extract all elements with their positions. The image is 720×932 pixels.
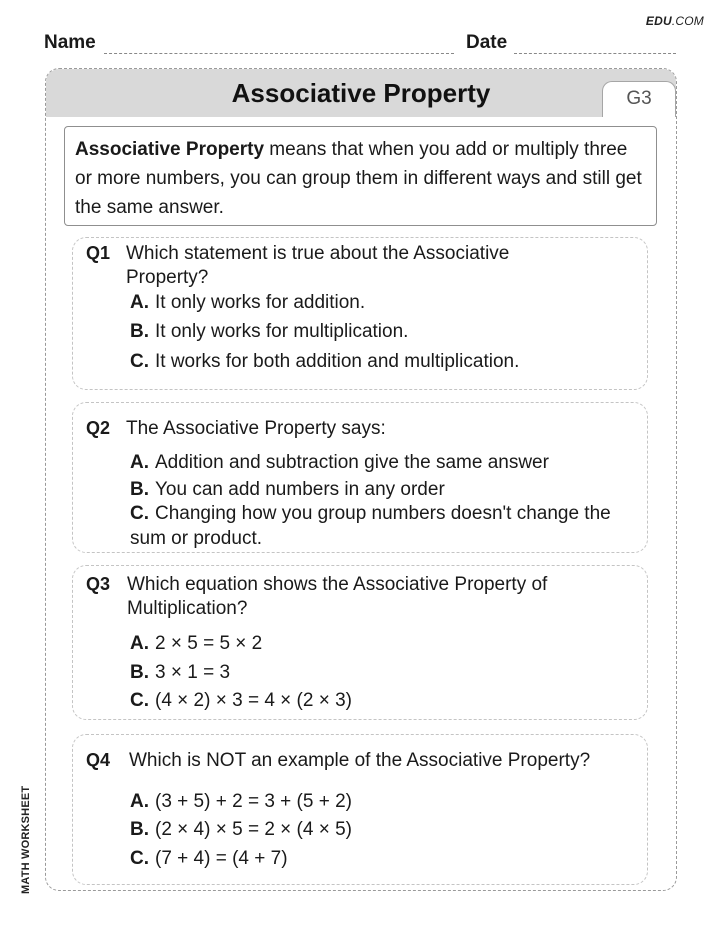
option-c[interactable]: C. (4 × 2) × 3 = 4 × (2 × 3) — [130, 690, 352, 711]
option-c[interactable]: C. Changing how you group numbers doesn't change the sum or product. — [130, 503, 611, 549]
date-label: Date — [466, 32, 508, 53]
question-1-box — [72, 237, 648, 390]
option-a[interactable]: A. It only works for addition. — [130, 292, 366, 313]
option-b[interactable]: B. It only works for multiplication. — [130, 321, 409, 342]
name-line — [104, 53, 454, 54]
grade-badge: G3 — [602, 81, 676, 117]
question-text: Which statement is true about the Associative Property? — [126, 243, 510, 288]
question-number: Q2 — [86, 418, 111, 438]
option-a[interactable]: A. 2 × 5 = 5 × 2 — [130, 633, 263, 654]
date-line — [514, 53, 676, 54]
question-number: Q4 — [86, 750, 111, 770]
question-2-box — [72, 402, 648, 553]
question-text: The Associative Property says: — [126, 418, 386, 439]
question-number: Q1 — [86, 243, 111, 263]
definition-box — [64, 126, 657, 226]
option-c[interactable]: C. It works for both addition and multiplication. — [130, 351, 520, 372]
question-3-box — [72, 565, 648, 720]
option-b[interactable]: B. You can add numbers in any order — [130, 479, 445, 500]
question-4-box — [72, 734, 648, 885]
definition-text: means that when you add or multiply three or more numbers, you can group them in different ways and still get the same answer. — [75, 139, 642, 218]
name-label: Name — [44, 32, 96, 53]
definition-term: Associative Property — [75, 139, 265, 160]
option-a[interactable]: A. Addition and subtraction give the same answer — [130, 452, 549, 473]
side-label: MATH WORKSHEET — [20, 785, 32, 894]
option-b[interactable]: B. (2 × 4) × 5 = 2 × (4 × 5) — [130, 819, 352, 840]
option-a[interactable]: A. (3 + 5) + 2 = 3 + (5 + 2) — [130, 791, 352, 812]
page-title: Associative Property — [231, 78, 491, 108]
question-text: Which equation shows the Associative Property of Multiplication? — [127, 574, 548, 619]
question-text: Which is NOT an example of the Associative Property? — [129, 750, 591, 771]
brand-logo: EDU.COM — [645, 14, 704, 28]
option-c[interactable]: C. (7 + 4) = (4 + 7) — [130, 848, 288, 869]
card-header — [46, 69, 676, 117]
option-b[interactable]: B. 3 × 1 = 3 — [130, 662, 231, 683]
question-number: Q3 — [86, 574, 111, 594]
name-date-row — [44, 32, 676, 56]
